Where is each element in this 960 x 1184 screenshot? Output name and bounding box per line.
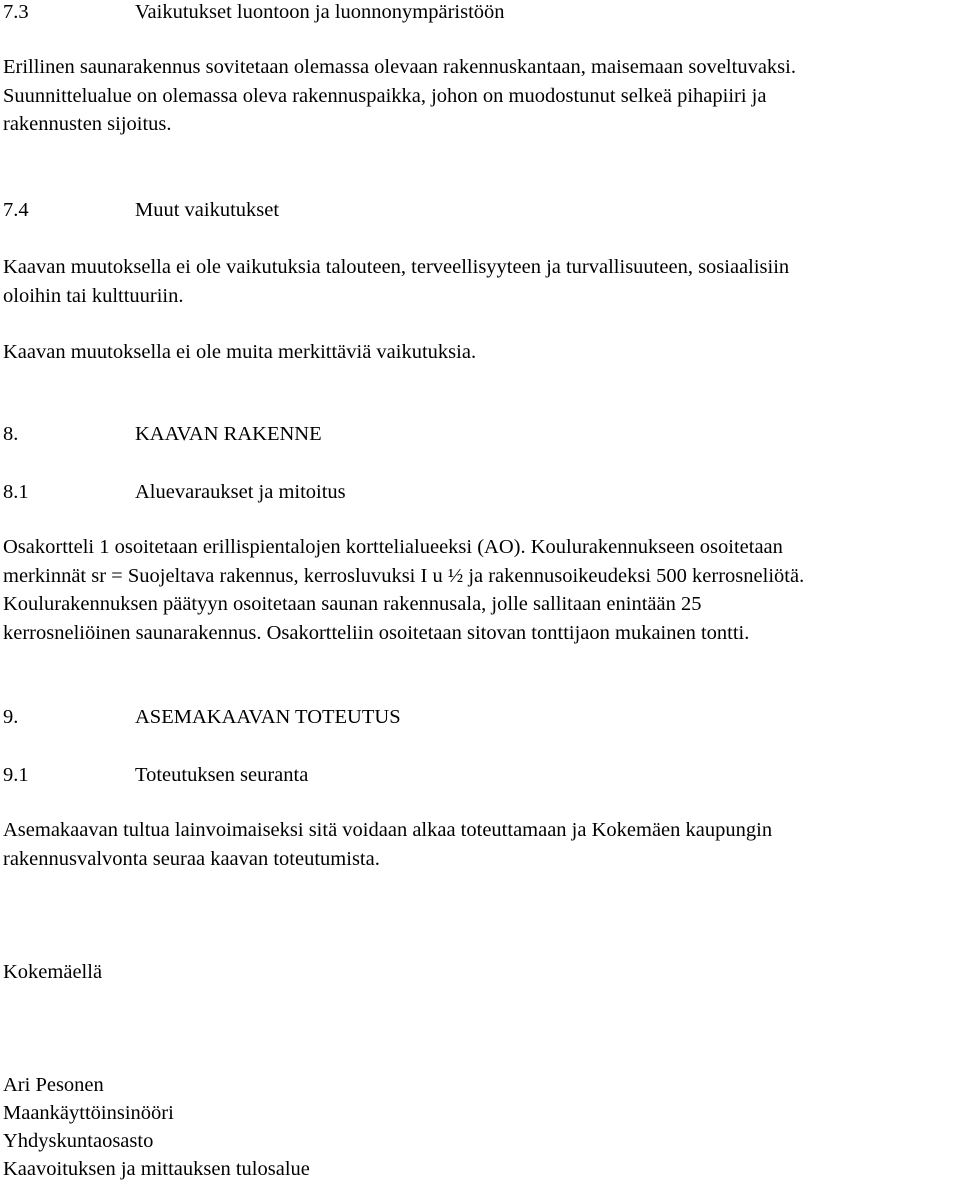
section-7-3-heading: [3, 2, 505, 23]
section-9-1-heading: [3, 765, 308, 786]
section-9-heading: [3, 707, 401, 728]
section-8-1-heading: [3, 482, 346, 503]
section-number: 7.4: [3, 199, 29, 221]
section-title: KAAVAN RAKENNE: [135, 423, 322, 445]
section-title: Muut vaikutukset: [135, 199, 280, 221]
paragraph-line: merkinnät sr = Suojeltava rakennus, kerrosluvuksi I u ½ ja rakennusoikeudeksi 500 kerrosneliötä.: [3, 564, 805, 587]
paragraph-line: Suunnittelualue on olemassa oleva rakennuspaikka, johon on muodostunut selkeä pihapiiri ja: [3, 84, 767, 107]
signatory-role: Maankäyttöinsinööri: [3, 1102, 174, 1124]
section-8-1-paragraph: [3, 533, 958, 647]
paragraph-line: kerrosneliöinen saunarakennus. Osakortteliin osoitetaan sitovan tonttijaon mukainen tontti.: [3, 621, 750, 644]
section-7-4-heading: [3, 200, 279, 221]
section-number: 9.: [3, 706, 19, 728]
paragraph-line: Asemakaavan tultua lainvoimaiseksi sitä voidaan alkaa toteuttamaan ja Kokemäen kaupungin: [3, 819, 773, 841]
section-8-heading: [3, 424, 322, 445]
section-title: ASEMAKAAVAN TOTEUTUS: [135, 706, 401, 728]
section-title: Vaikutukset luontoon ja luonnonympäristöön: [135, 1, 505, 23]
signing-place: Kokemäellä: [3, 961, 103, 983]
section-7-3-paragraph: [3, 53, 958, 139]
paragraph-line: oloihin tai kulttuuriin.: [3, 284, 184, 307]
signatory-name: Ari Pesonen: [3, 1074, 104, 1096]
signatory-department: Yhdyskuntaosasto: [3, 1130, 154, 1152]
section-number: 7.3: [3, 1, 29, 23]
section-7-4-paragraph-2: Kaavan muutoksella ei ole muita merkittäviä vaikutuksia.: [3, 341, 477, 363]
paragraph-line: Kaavan muutoksella ei ole vaikutuksia talouteen, terveellisyyteen ja turvallisuuteen, sosiaalisiin: [3, 256, 790, 278]
section-number: 8.1: [3, 481, 29, 503]
paragraph-line: Koulurakennuksen päätyyn osoitetaan saunan rakennusala, jolle sallitaan enintään 25: [3, 593, 702, 616]
paragraph-line: Osakortteli 1 osoitetaan erillispientalojen korttelialueeksi (AO). Koulurakennukseen osoitetaan: [3, 536, 783, 558]
paragraph-line: rakennusten sijoitus.: [3, 113, 172, 136]
section-7-4-paragraph-1: [3, 253, 958, 310]
section-number: 9.1: [3, 764, 29, 786]
signatory-unit: Kaavoituksen ja mittauksen tulosalue: [3, 1158, 310, 1180]
section-number: 8.: [3, 423, 19, 445]
paragraph-line: Erillinen saunarakennus sovitetaan olemassa olevaan rakennuskantaan, maisemaan soveltuvaksi.: [3, 56, 796, 78]
section-title: Aluevaraukset ja mitoitus: [135, 481, 346, 503]
paragraph-line: rakennusvalvonta seuraa kaavan toteutumista.: [3, 847, 380, 870]
section-9-1-paragraph: [3, 816, 958, 873]
section-title: Toteutuksen seuranta: [135, 764, 309, 786]
